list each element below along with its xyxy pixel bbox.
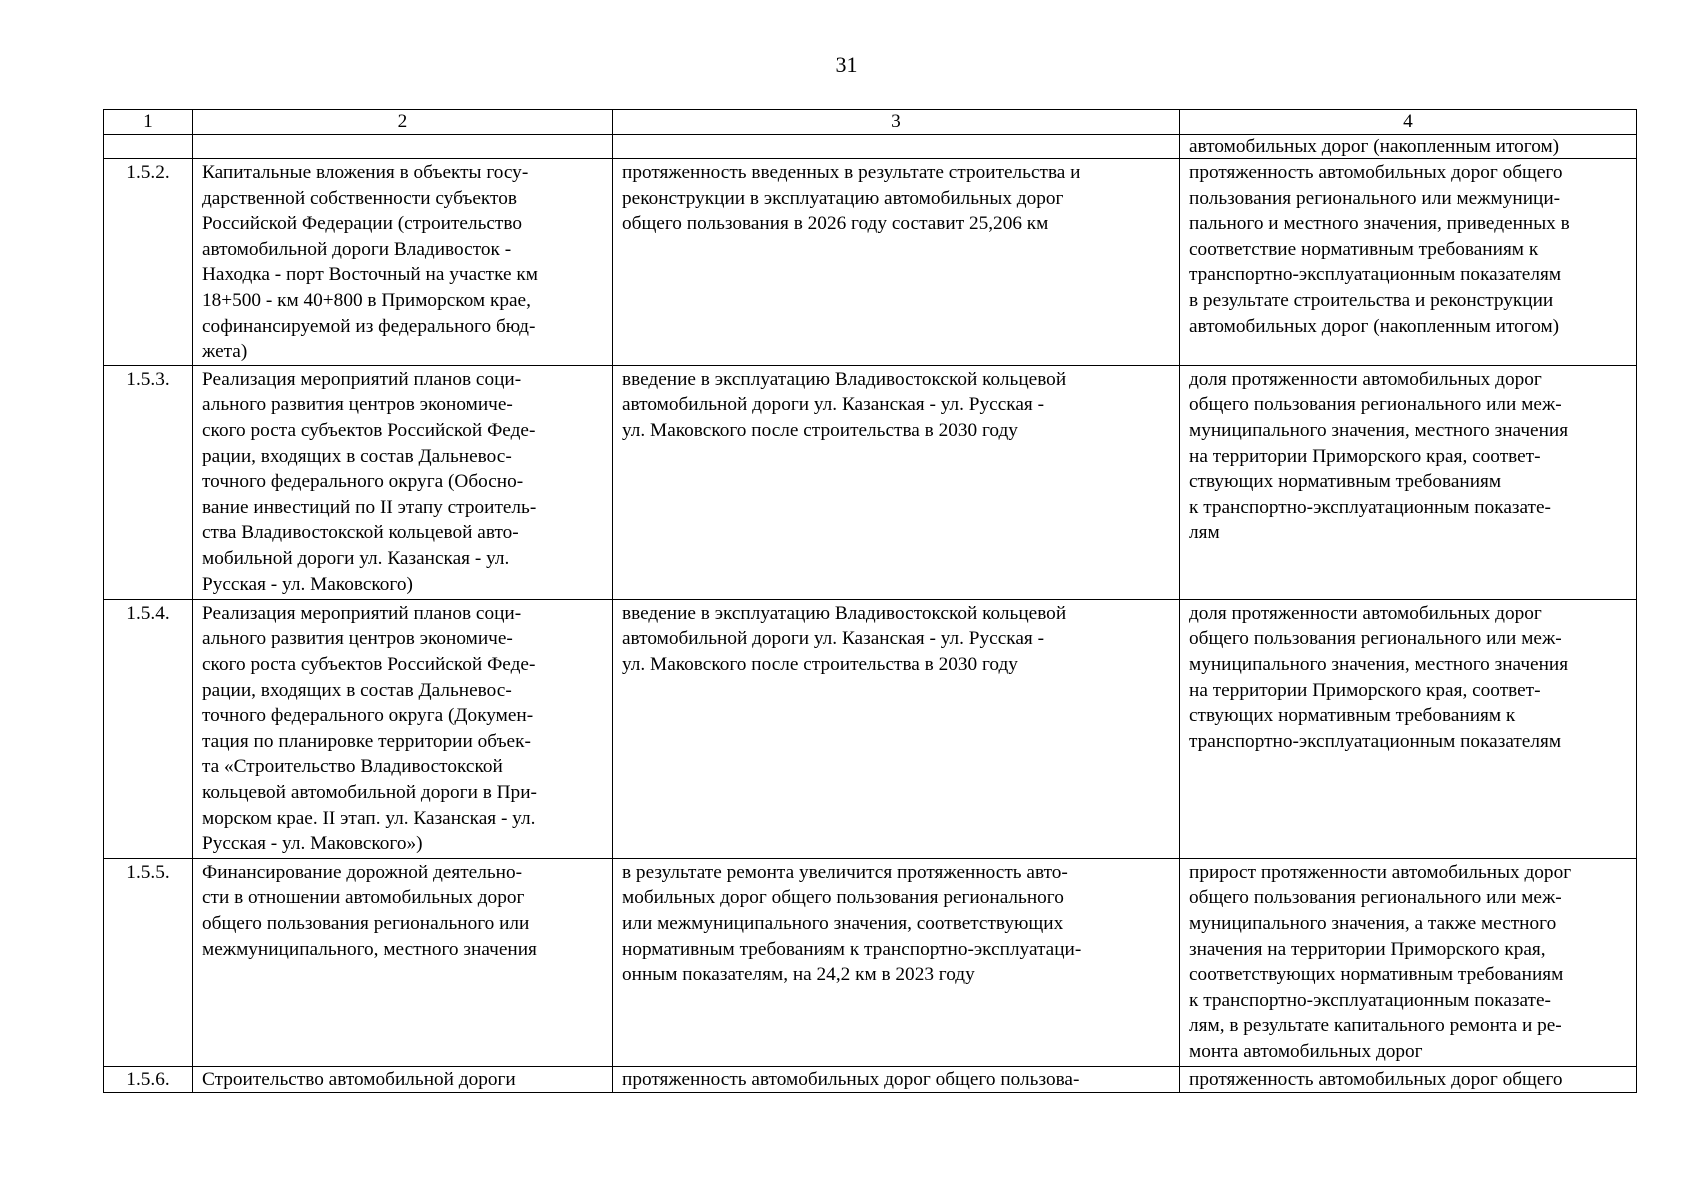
indicator-cell: прирост протяженности автомобильных дорог общего пользования регионального или меж- муниципального значения, а также местного значения на территории Приморского края, соответствующих нормативным требованиям к транспортно-эксплуатационным показате- лям, в результате капитального ремонта и ре- монта автомобильных дорог xyxy=(1180,858,1637,1066)
indicator-cell: автомобильных дорог (накопленным итогом) xyxy=(1180,135,1637,159)
row-number: 1.5.3. xyxy=(104,365,193,599)
row-number: 1.5.6. xyxy=(104,1066,193,1092)
action-cell: Реализация мероприятий планов соци- ального развития центров экономиче- ского роста субъектов Российской Феде- рации, входящих в состав Дальневос- точного федерального округа (Обосно- вание инвестиций по II этапу строитель- ства Владивостокской кольцевой авто- мобильной дороги ул. Казанская - ул. Русская - ул. Маковского) xyxy=(193,365,613,599)
row-number: 1.5.2. xyxy=(104,159,193,366)
action-cell xyxy=(193,135,613,159)
row-number xyxy=(104,135,193,159)
action-cell: Реализация мероприятий планов соци- ального развития центров экономиче- ского роста субъектов Российской Феде- рации, входящих в состав Дальневос- точного федерального округа (Докумен- тация по планировке территории объек- та «Строительство Владивостокской кольцевой автомобильной дороги в При- морском крае. II этап. ул. Казанская - ул. Русская - ул. Маковского») xyxy=(193,599,613,858)
table-row xyxy=(104,1066,1637,1092)
header-cell: 1 xyxy=(104,110,193,135)
result-cell: в результате ремонта увеличится протяженность авто- мобильных дорог общего пользования регионального или межмуниципального значения, соответствующих нормативным требованиям к транспортно-эксплуатаци- онным показателям, на 24,2 км в 2023 году xyxy=(613,858,1180,1066)
document-table xyxy=(103,109,1637,1093)
result-cell: протяженность введенных в результате строительства и реконструкции в эксплуатацию автомобильных дорог общего пользования в 2026 году составит 25,206 км xyxy=(613,159,1180,366)
page-number: 31 xyxy=(835,52,858,77)
row-number: 1.5.5. xyxy=(104,858,193,1066)
header-cell: 2 xyxy=(193,110,613,135)
table-row xyxy=(104,599,1637,858)
result-cell: введение в эксплуатацию Владивостокской кольцевой автомобильной дороги ул. Казанская - ул. Русская - ул. Маковского после строительства в 2030 году xyxy=(613,365,1180,599)
row-number: 1.5.4. xyxy=(104,599,193,858)
header-cell: 3 xyxy=(613,110,1180,135)
result-cell: введение в эксплуатацию Владивостокской кольцевой автомобильной дороги ул. Казанская - ул. Русская - ул. Маковского после строительства в 2030 году xyxy=(613,599,1180,858)
action-cell: Строительство автомобильной дороги xyxy=(193,1066,613,1092)
result-cell: протяженность автомобильных дорог общего пользова- xyxy=(613,1066,1180,1092)
table-row xyxy=(104,858,1637,1066)
result-cell xyxy=(613,135,1180,159)
header-cell: 4 xyxy=(1180,110,1637,135)
table-header-row xyxy=(104,110,1637,135)
table-row xyxy=(104,159,1637,366)
indicator-cell: доля протяженности автомобильных дорог общего пользования регионального или меж- муниципального значения, местного значения на территории Приморского края, соответ- ствующих нормативным требованиям к транспортно-эксплуатационным показате- лям xyxy=(1180,365,1637,599)
table-row xyxy=(104,365,1637,599)
table-row xyxy=(104,135,1637,159)
indicator-cell: доля протяженности автомобильных дорог общего пользования регионального или меж- муниципального значения, местного значения на территории Приморского края, соответ- ствующих нормативным требованиям к транспортно-эксплуатационным показателям xyxy=(1180,599,1637,858)
action-cell: Финансирование дорожной деятельно- сти в отношении автомобильных дорог общего пользования регионального или межмуниципального, местного значения xyxy=(193,858,613,1066)
indicator-cell: протяженность автомобильных дорог общего пользования регионального или межмуници- пального и местного значения, приведенных в соответствие нормативным требованиям к транспортно-эксплуатационным показателям в результате строительства и реконструкции автомобильных дорог (накопленным итогом) xyxy=(1180,159,1637,366)
action-cell: Капитальные вложения в объекты госу- дарственной собственности субъектов Российской Федерации (строительство автомобильной дороги Владивосток - Находка - порт Восточный на участке км 18+500 - км 40+800 в Приморском крае, софинансируемой из федерального бюд- жета) xyxy=(193,159,613,366)
indicator-cell: протяженность автомобильных дорог общего xyxy=(1180,1066,1637,1092)
